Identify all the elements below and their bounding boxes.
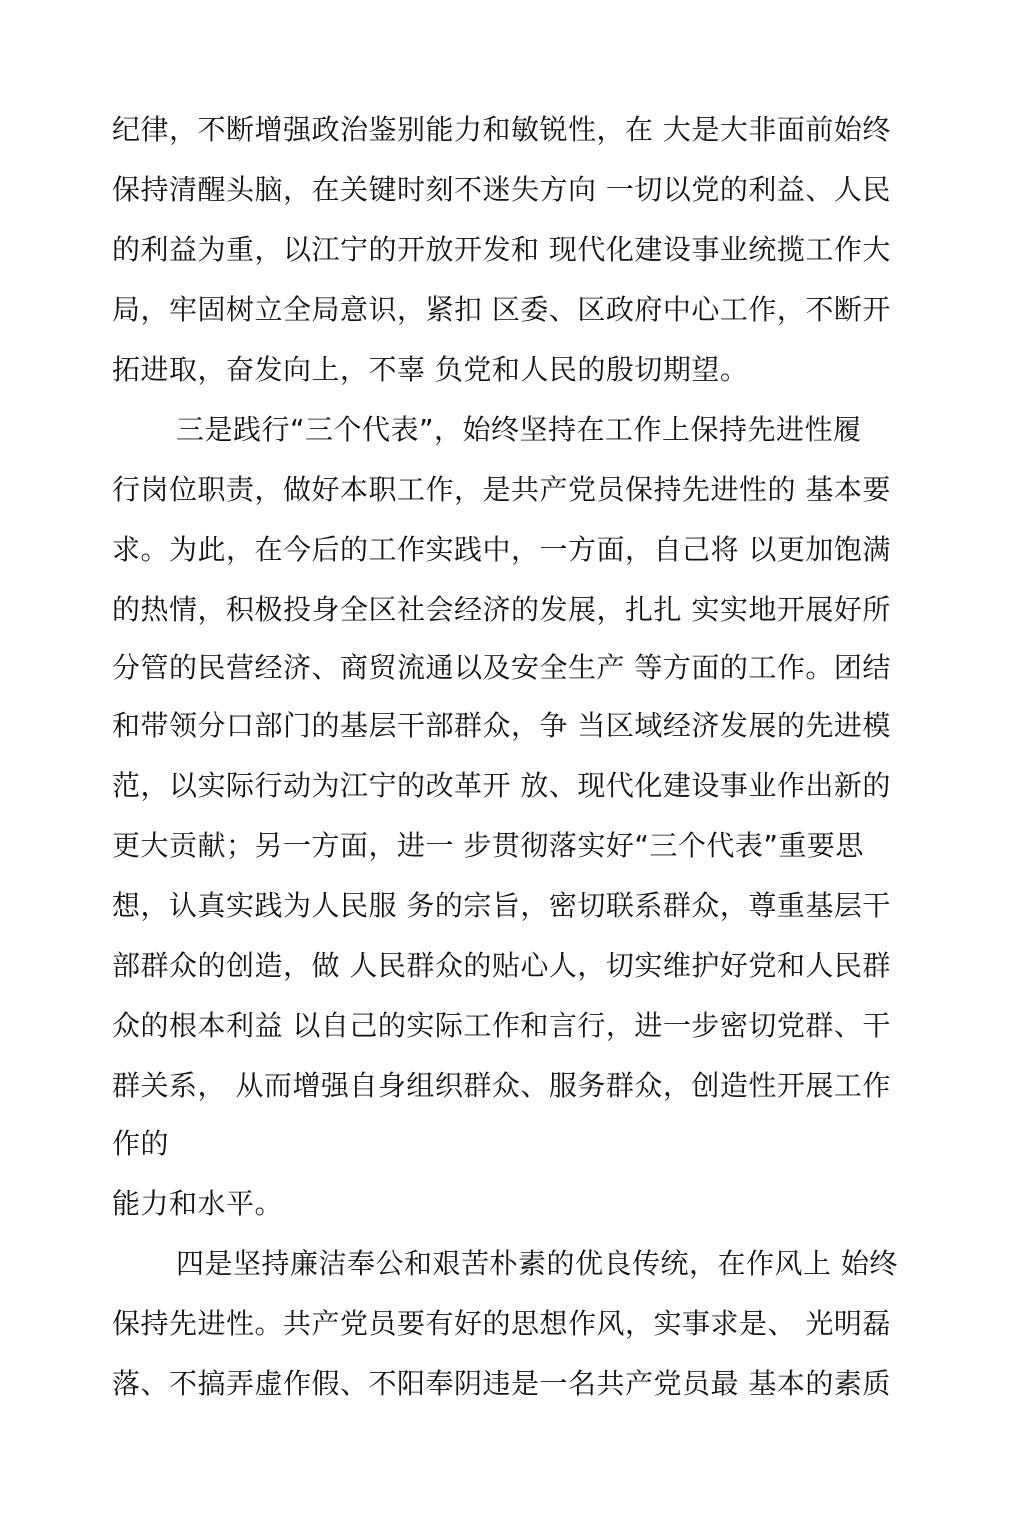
text-line: 能力和水平。 xyxy=(112,1187,284,1220)
paragraph-start-line: 四是坚持廉洁奉公和艰苦朴素的优良传统，在作风上 始终 xyxy=(176,1247,898,1280)
paragraph-start-line: 三是践行“三个代表”，始终坚持在工作上保持先进性履 xyxy=(176,413,862,446)
text-line: 的利益为重，以江宁的开放开发和 现代化建设事业统揽工作大 xyxy=(112,233,891,266)
text-line: 纪律，不断增强政治鉴别能力和敏锐性，在 大是大非面前始终 xyxy=(112,113,891,146)
text-line: 众的根本利益 以自己的实际工作和言行，进一步密切党群、干 xyxy=(112,1009,891,1042)
text-line: 作的 xyxy=(112,1127,170,1160)
text-line: 想，认真实践为人民服 务的宗旨，密切联系群众，尊重基层干 xyxy=(112,889,891,922)
text-line: 群关系， 从而增强自身组织群众、服务群众，创造性开展工作 xyxy=(112,1069,891,1102)
text-line: 分管的民营经济、商贸流通以及安全生产 等方面的工作。团结 xyxy=(112,651,891,684)
text-line: 保持清醒头脑，在关键时刻不迷失方向 一切以党的利益、人民 xyxy=(112,173,891,206)
text-line: 部群众的创造，做 人民群众的贴心人，切实维护好党和人民群 xyxy=(112,949,891,982)
text-line: 拓进取，奋发向上，不辜 负党和人民的殷切期望。 xyxy=(112,353,749,386)
text-line: 和带领分口部门的基层干部群众，争 当区域经济发展的先进模 xyxy=(112,709,891,742)
text-line: 落、不搞弄虚作假、不阳奉阴违是一名共产党员最 基本的素质 xyxy=(112,1367,891,1400)
text-line: 行岗位职责，做好本职工作，是共产党员保持先进性的 基本要 xyxy=(112,473,891,506)
text-line: 局，牢固树立全局意识，紧扣 区委、区政府中心工作，不断开 xyxy=(112,293,891,326)
text-line: 求。为此，在今后的工作实践中，一方面，自己将 以更加饱满 xyxy=(112,533,891,566)
text-line: 范，以实际行动为江宁的改革开 放、现代化建设事业作出新的 xyxy=(112,769,891,802)
text-line: 保持先进性。共产党员要有好的思想作风，实事求是、 光明磊 xyxy=(112,1307,891,1340)
text-line: 的热情，积极投身全区社会经济的发展，扎扎 实实地开展好所 xyxy=(112,593,891,626)
text-line: 更大贡献；另一方面，进一 步贯彻落实好“三个代表”重要思 xyxy=(112,829,864,862)
